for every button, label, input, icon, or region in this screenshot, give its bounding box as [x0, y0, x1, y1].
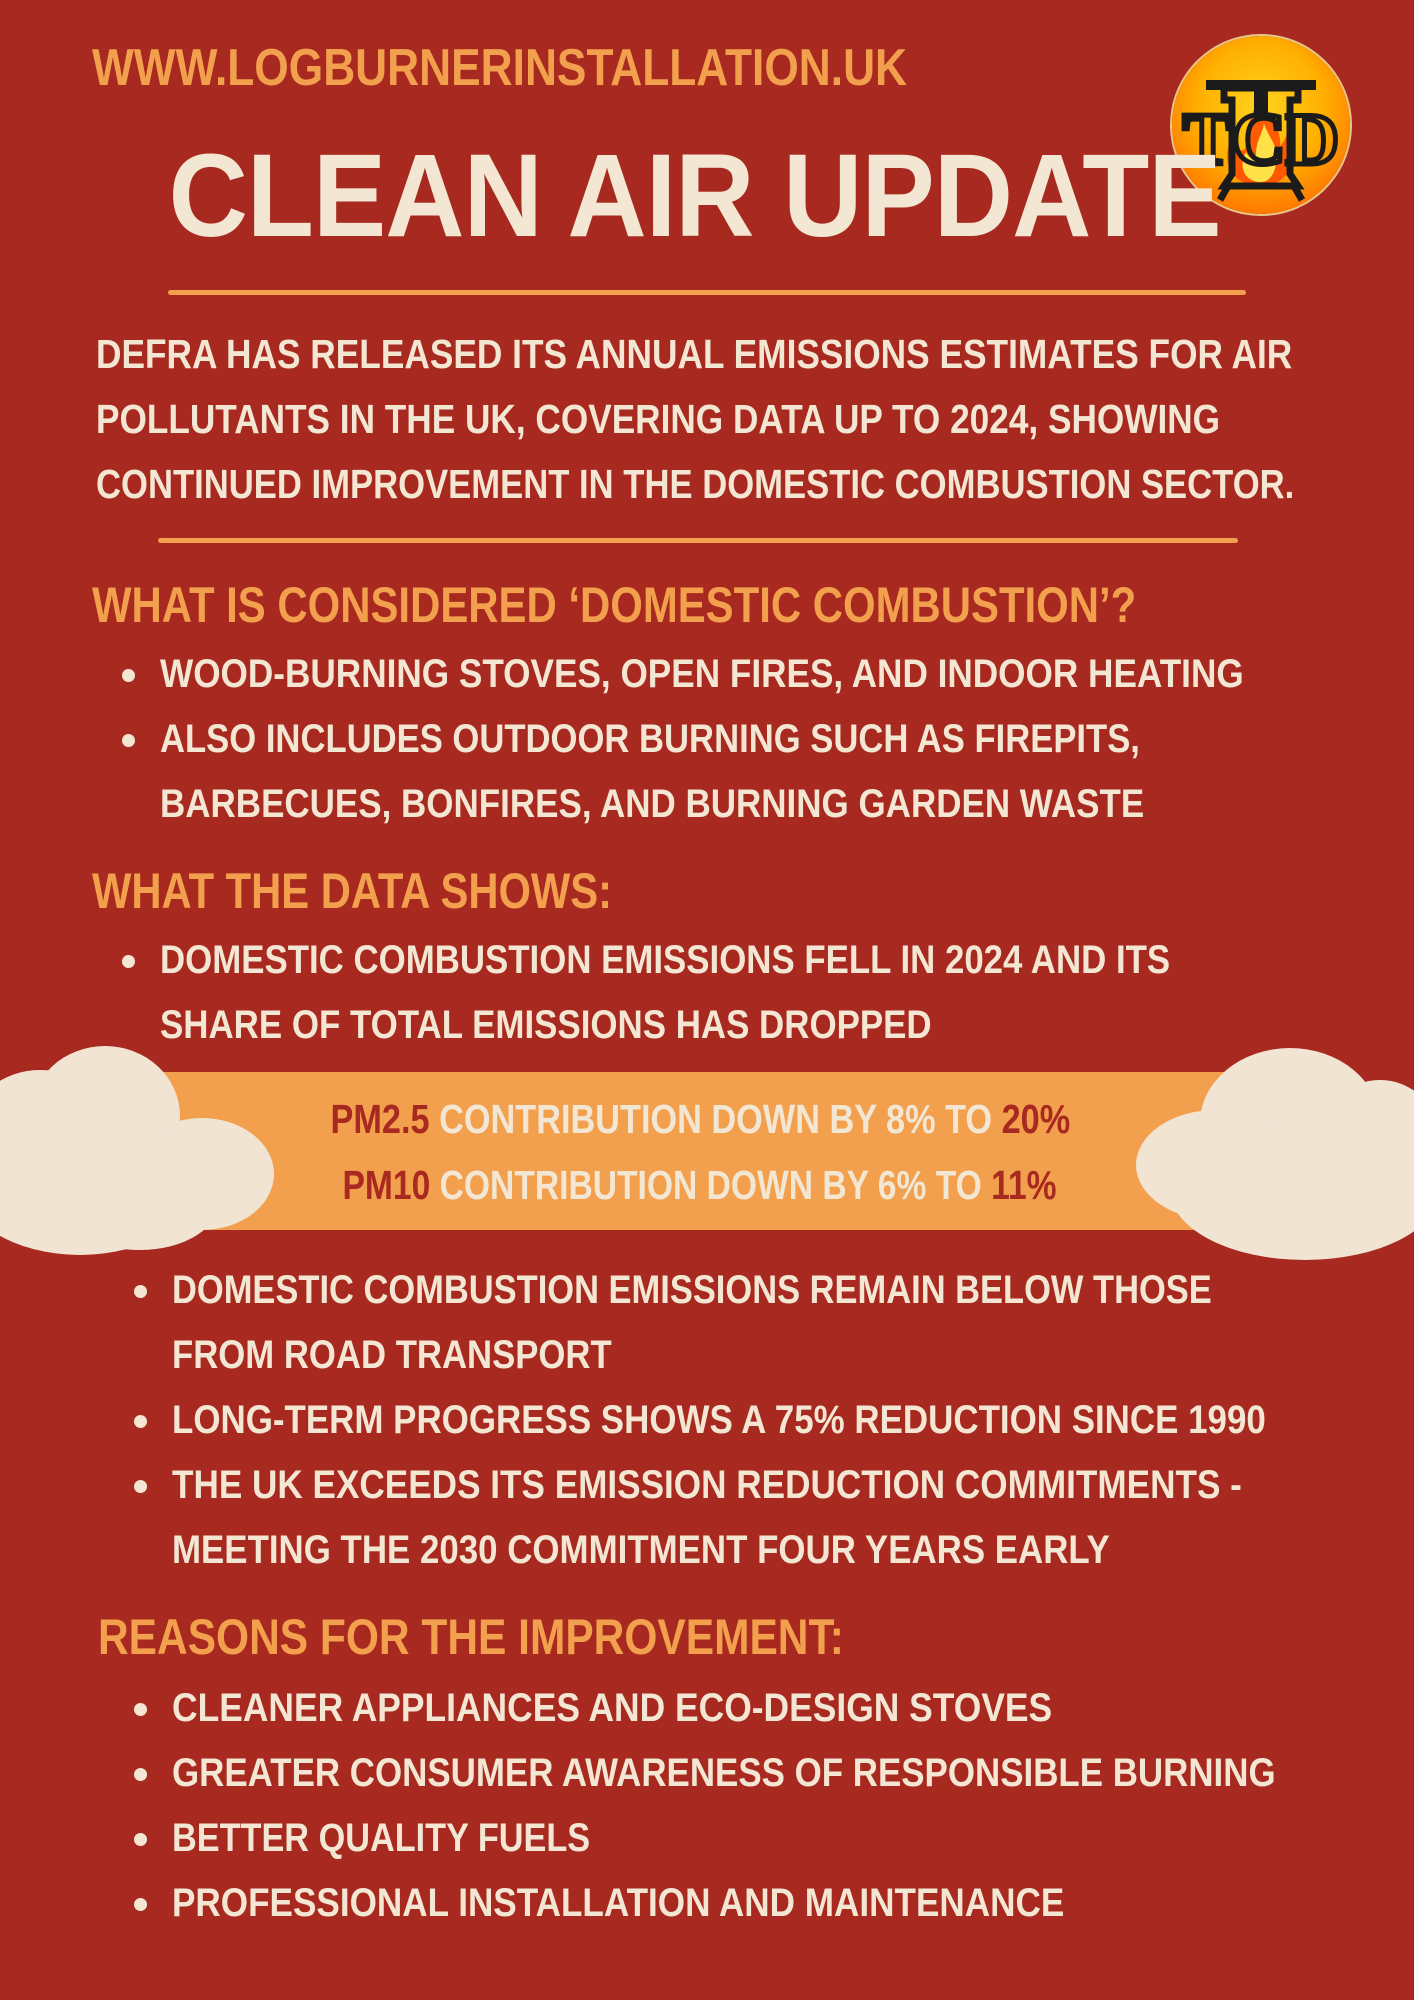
list-item: DOMESTIC COMBUSTION EMISSIONS REMAIN BELOW THOSE: [108, 1258, 1414, 1323]
intro-line: CONTINUED IMPROVEMENT IN THE DOMESTIC COMBUSTION SECTOR.: [96, 461, 1295, 507]
intro-line: DEFRA HAS RELEASED ITS ANNUAL EMISSIONS ESTIMATES FOR AIR: [96, 331, 1293, 377]
list-item-continuation: FROM ROAD TRANSPORT: [172, 1333, 612, 1377]
reasons-list: [108, 1676, 1414, 1936]
website-url: WWW.LOGBURNERINSTALLATION.UK: [92, 39, 908, 97]
section-heading: WHAT IS CONSIDERED ‘DOMESTIC COMBUSTION’?: [92, 577, 1137, 633]
list-item: THE UK EXCEEDS ITS EMISSION REDUCTION COMMITMENTS -: [108, 1453, 1414, 1518]
pm10-stat: PM10 CONTRIBUTION DOWN BY 6% TO 11%: [342, 1162, 1058, 1208]
list-item: PROFESSIONAL INSTALLATION AND MAINTENANCE: [108, 1871, 1414, 1936]
divider: [168, 290, 1246, 295]
intro-line: POLLUTANTS IN THE UK, COVERING DATA UP TO 2024, SHOWING: [96, 396, 1221, 442]
list-item: DOMESTIC COMBUSTION EMISSIONS FELL IN 2024 AND ITS: [96, 928, 1320, 993]
domestic-combustion-list: [96, 642, 1393, 837]
intro-paragraph: [96, 322, 1326, 517]
data-shows-list: [96, 928, 1320, 1058]
list-item: ALSO INCLUDES OUTDOOR BURNING SUCH AS FIREPITS,: [96, 707, 1393, 772]
section-heading: WHAT THE DATA SHOWS:: [92, 863, 613, 919]
list-item: GREATER CONSUMER AWARENESS OF RESPONSIBLE BURNING: [108, 1741, 1414, 1806]
logo-letters: TCD: [1182, 99, 1340, 181]
list-item-continuation: MEETING THE 2030 COMMITMENT FOUR YEARS EARLY: [172, 1528, 1110, 1572]
list-item-continuation: BARBECUES, BONFIRES, AND BURNING GARDEN WASTE: [160, 782, 1145, 826]
divider: [158, 538, 1238, 543]
page-title: CLEAN AIR UPDATE: [168, 130, 1222, 262]
list-item: BETTER QUALITY FUELS: [108, 1806, 1414, 1871]
list-item: LONG-TERM PROGRESS SHOWS A 75% REDUCTION SINCE 1990: [108, 1388, 1414, 1453]
list-item: CLEANER APPLIANCES AND ECO-DESIGN STOVES: [108, 1676, 1414, 1741]
pm25-stat: PM2.5 CONTRIBUTION DOWN BY 8% TO 20%: [330, 1096, 1070, 1142]
emissions-facts-list: [108, 1258, 1414, 1583]
section-heading: REASONS FOR THE IMPROVEMENT:: [98, 1609, 844, 1665]
list-item: WOOD-BURNING STOVES, OPEN FIRES, AND INDOOR HEATING: [96, 642, 1393, 707]
stats-highlight-band: [160, 1072, 1240, 1230]
list-item-continuation: SHARE OF TOTAL EMISSIONS HAS DROPPED: [160, 1003, 932, 1047]
